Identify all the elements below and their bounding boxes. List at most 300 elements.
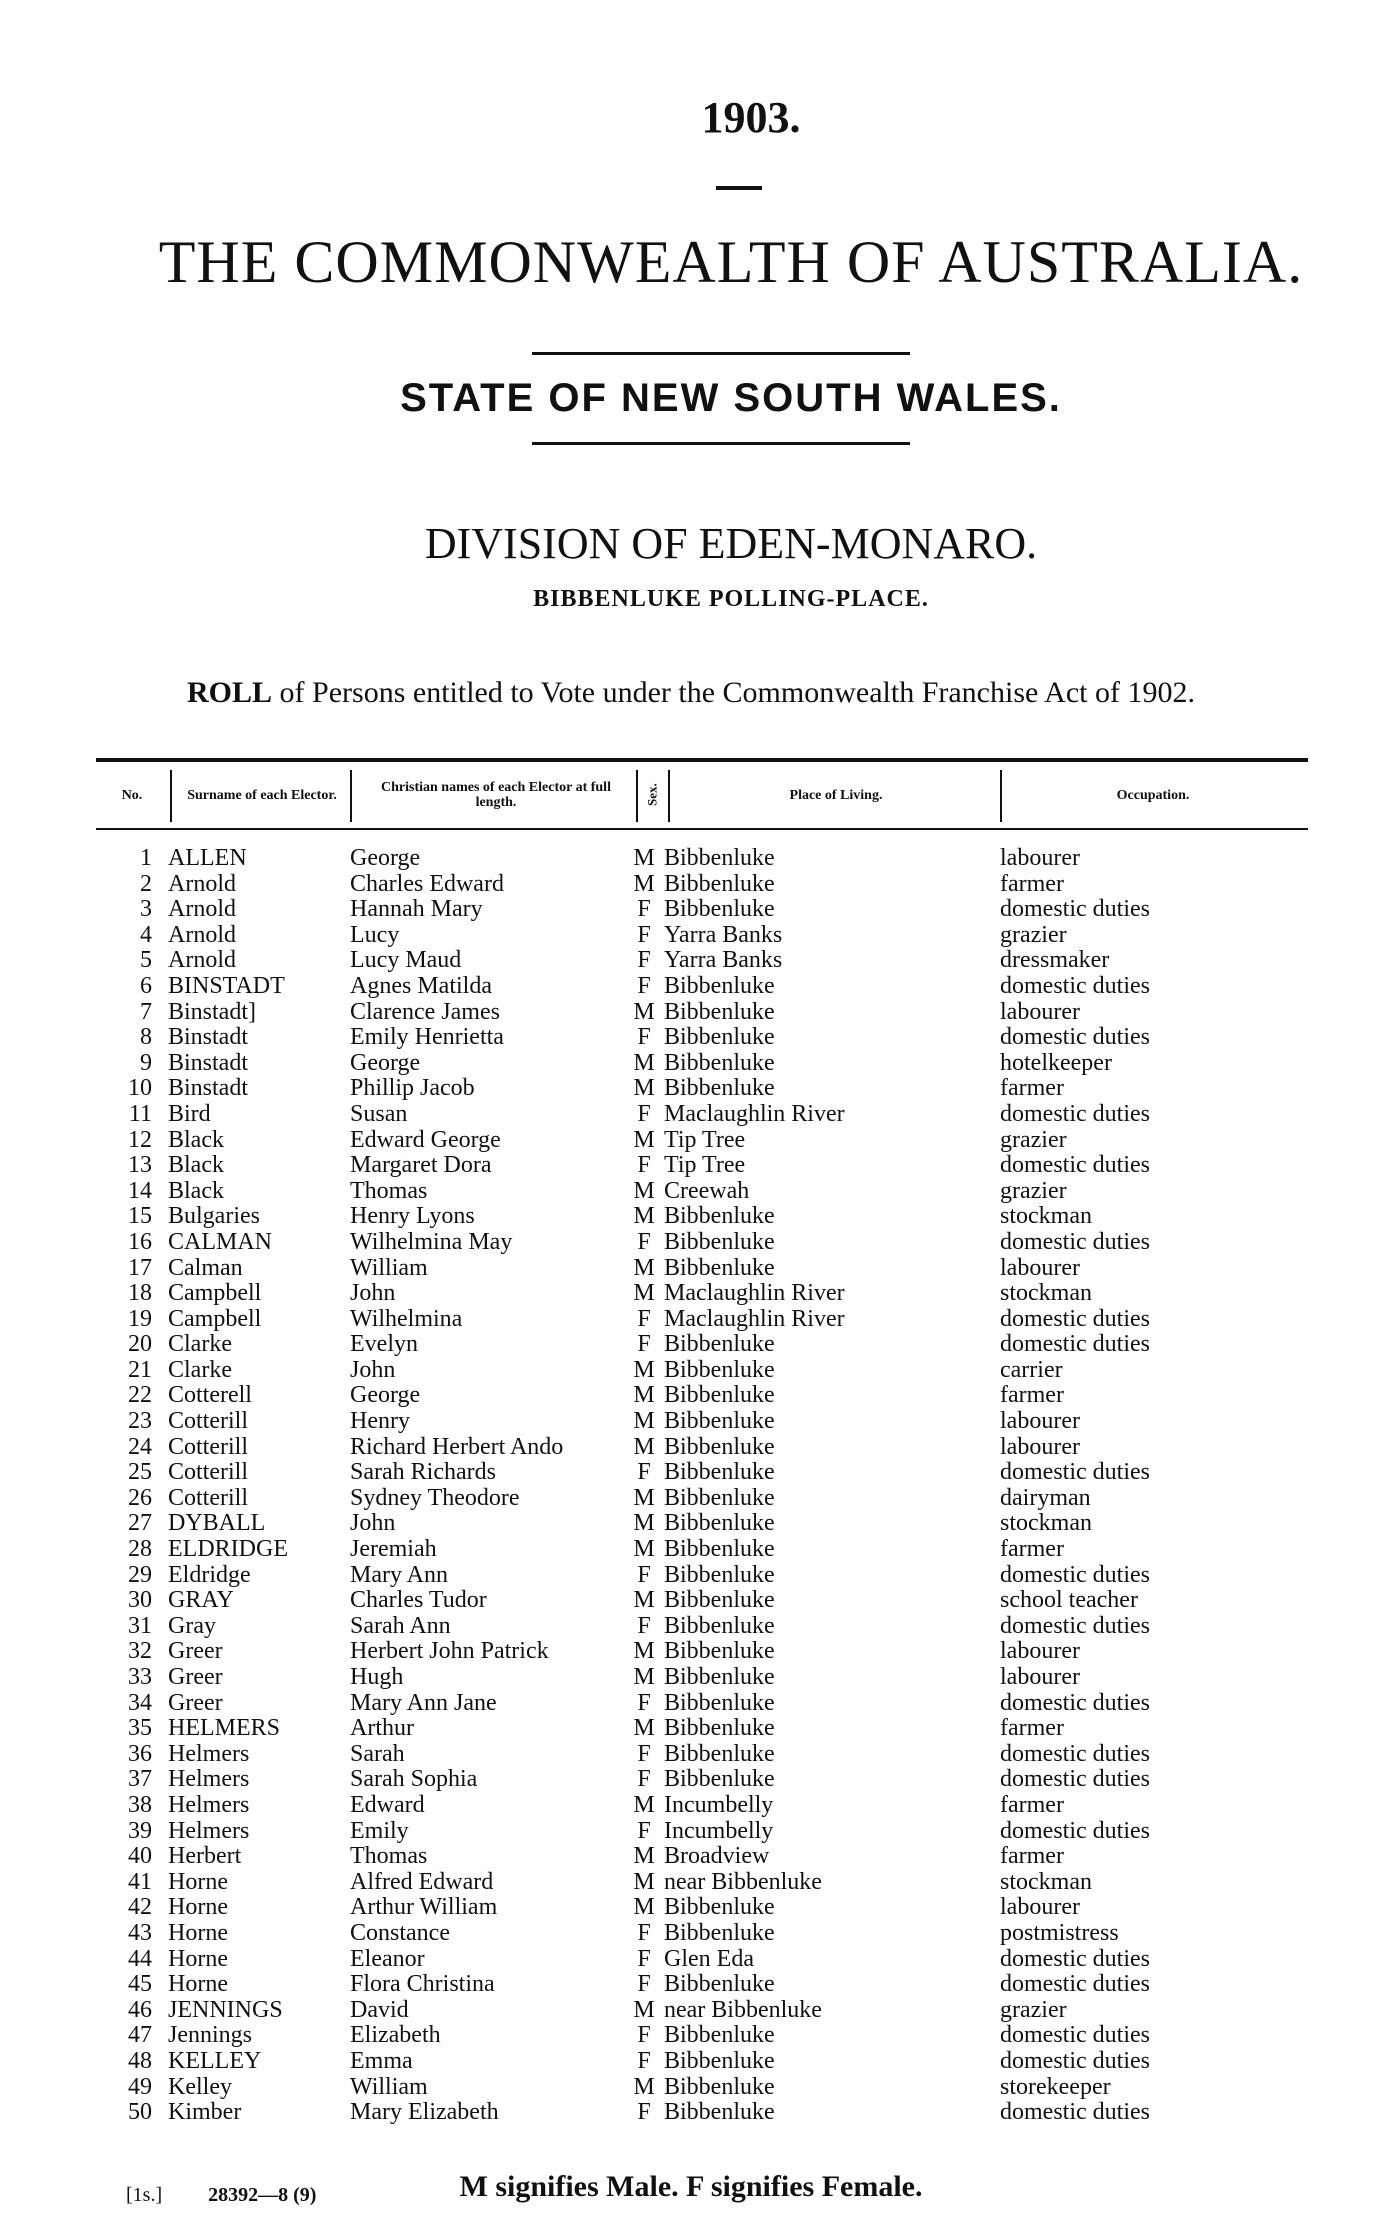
- surname: Helmers: [168, 1817, 250, 1844]
- surname: Bulgaries: [168, 1203, 260, 1230]
- occupation: farmer: [1000, 1536, 1064, 1563]
- elector-number: 31: [128, 1612, 152, 1639]
- sex: M: [633, 1049, 655, 1076]
- table-row: [0, 1793, 1382, 1819]
- header-occupation: Occupation.: [1116, 787, 1190, 803]
- christian-names: George: [350, 1049, 421, 1076]
- sex: F: [637, 1740, 651, 1767]
- sex: M: [633, 1868, 655, 1895]
- sex: M: [633, 1791, 655, 1818]
- elector-number: 10: [128, 1075, 152, 1102]
- occupation: stockman: [1000, 1868, 1092, 1895]
- table-row: [0, 1563, 1382, 1589]
- table-row: [0, 1614, 1382, 1640]
- elector-number: 33: [128, 1664, 152, 1690]
- table-row: [0, 1358, 1382, 1384]
- sex: M: [633, 1510, 655, 1537]
- printer-reference: [126, 2184, 316, 2207]
- elector-number: 39: [128, 1817, 152, 1844]
- place-of-living: Bibbenluke: [664, 1433, 775, 1460]
- surname: Herbert: [168, 1843, 242, 1870]
- table-row: [0, 1460, 1382, 1486]
- occupation: labourer: [1000, 1664, 1080, 1690]
- christian-names: William: [350, 1254, 428, 1281]
- christian-names: Edward: [350, 1791, 425, 1818]
- christian-names: Edward George: [350, 1126, 501, 1153]
- year-rule: [716, 186, 762, 190]
- table-row: [0, 1511, 1382, 1537]
- table-row: [0, 1256, 1382, 1282]
- surname: Kelley: [168, 2073, 232, 2100]
- christian-names: John: [350, 1356, 396, 1383]
- place-of-living: Yarra Banks: [664, 921, 783, 948]
- table-row: [0, 1895, 1382, 1921]
- occupation: domestic duties: [1000, 1152, 1150, 1179]
- surname: Arnold: [168, 947, 236, 974]
- christian-names: Constance: [350, 1919, 450, 1946]
- christian-names: Lucy Maud: [350, 947, 462, 974]
- surname: Binstadt]: [168, 998, 256, 1025]
- place-of-living: Bibbenluke: [664, 1228, 775, 1255]
- sex: M: [633, 1280, 655, 1307]
- christian-names: Mary Ann: [350, 1561, 448, 1588]
- christian-names: Margaret Dora: [350, 1152, 492, 1179]
- place-of-living: Maclaughlin River: [664, 1305, 845, 1332]
- sex: F: [637, 1971, 651, 1998]
- occupation: domestic duties: [1000, 1100, 1150, 1127]
- sex: M: [633, 1894, 655, 1921]
- surname: KELLEY: [168, 2047, 262, 2074]
- place-of-living: Tip Tree: [664, 1126, 746, 1153]
- surname: Black: [168, 1152, 224, 1179]
- table-row: [0, 1051, 1382, 1077]
- christian-names: Agnes Matilda: [350, 972, 492, 999]
- occupation: domestic duties: [1000, 1459, 1150, 1486]
- occupation: domestic duties: [1000, 972, 1150, 999]
- elector-number: 48: [128, 2047, 152, 2074]
- elector-number: 20: [128, 1331, 152, 1358]
- sex: M: [633, 1075, 655, 1102]
- christian-names: David: [350, 1996, 409, 2023]
- elector-number: 2: [140, 870, 152, 897]
- table-row: [0, 1691, 1382, 1717]
- occupation: grazier: [1000, 1126, 1067, 1153]
- elector-number: 25: [128, 1459, 152, 1486]
- place-of-living: Glen Eda: [664, 1945, 754, 1972]
- elector-number: 37: [128, 1766, 152, 1793]
- surname: Arnold: [168, 870, 236, 897]
- christian-names: Eleanor: [350, 1945, 425, 1972]
- table-row: [0, 1409, 1382, 1435]
- sex: F: [637, 1228, 651, 1255]
- table-row: [0, 1716, 1382, 1742]
- elector-number: 45: [128, 1971, 152, 1998]
- table-row: [0, 1537, 1382, 1563]
- table-row: [0, 1870, 1382, 1896]
- elector-number: 26: [128, 1484, 152, 1511]
- elector-number: 34: [128, 1689, 152, 1716]
- table-row: [0, 974, 1382, 1000]
- christian-names: Sarah Sophia: [350, 1766, 478, 1793]
- surname: Jennings: [168, 2022, 252, 2049]
- surname: Helmers: [168, 1791, 250, 1818]
- table-row: [0, 2100, 1382, 2126]
- christian-names: Charles Tudor: [350, 1587, 487, 1614]
- elector-number: 43: [128, 1919, 152, 1946]
- elector-number: 15: [128, 1203, 152, 1230]
- sex: F: [637, 1100, 651, 1127]
- place-of-living: Bibbenluke: [664, 1689, 775, 1716]
- elector-number: 35: [128, 1715, 152, 1742]
- christian-names: Sarah: [350, 1740, 405, 1767]
- place-of-living: Bibbenluke: [664, 870, 775, 897]
- christian-names: John: [350, 1510, 396, 1537]
- occupation: domestic duties: [1000, 2047, 1150, 2074]
- sex: M: [633, 1638, 655, 1665]
- table-row: [0, 2049, 1382, 2075]
- occupation: farmer: [1000, 1715, 1064, 1742]
- sex: F: [637, 947, 651, 974]
- surname: Horne: [168, 1919, 228, 1946]
- occupation: postmistress: [1000, 1919, 1119, 1946]
- occupation: dairyman: [1000, 1484, 1091, 1511]
- occupation: stockman: [1000, 1280, 1092, 1307]
- occupation: domestic duties: [1000, 1561, 1150, 1588]
- sex: F: [637, 1459, 651, 1486]
- elector-number: 7: [140, 998, 152, 1025]
- table-row: [0, 1102, 1382, 1128]
- table-row: [0, 1153, 1382, 1179]
- sex: F: [637, 921, 651, 948]
- surname: Horne: [168, 1971, 228, 1998]
- christian-names: Wilhelmina May: [350, 1228, 513, 1255]
- place-of-living: Bibbenluke: [664, 1766, 775, 1793]
- christian-names: Thomas: [350, 1177, 428, 1204]
- place-of-living: Bibbenluke: [664, 1382, 775, 1409]
- sex: F: [637, 896, 651, 923]
- elector-number: 49: [128, 2073, 152, 2100]
- christian-names: Elizabeth: [350, 2022, 441, 2049]
- occupation: farmer: [1000, 870, 1064, 897]
- christian-names: Hugh: [350, 1664, 404, 1690]
- sex: M: [633, 1382, 655, 1409]
- sex: F: [637, 1561, 651, 1588]
- place-of-living: Bibbenluke: [664, 1638, 775, 1665]
- sex: F: [637, 2099, 651, 2126]
- surname: Clarke: [168, 1331, 232, 1358]
- surname: Greer: [168, 1664, 223, 1690]
- place-of-living: Bibbenluke: [664, 1049, 775, 1076]
- surname: Horne: [168, 1894, 228, 1921]
- sex: F: [637, 1612, 651, 1639]
- occupation: domestic duties: [1000, 1817, 1150, 1844]
- surname: Helmers: [168, 1740, 250, 1767]
- place-of-living: near Bibbenluke: [664, 1868, 822, 1895]
- surname: DYBALL: [168, 1510, 266, 1537]
- surname: CALMAN: [168, 1228, 273, 1255]
- surname: Greer: [168, 1638, 223, 1665]
- place-of-living: near Bibbenluke: [664, 1996, 822, 2023]
- christian-names: Mary Elizabeth: [350, 2099, 499, 2126]
- elector-number: 32: [128, 1638, 152, 1665]
- table-row: [0, 1435, 1382, 1461]
- elector-number: 18: [128, 1280, 152, 1307]
- elector-number: 42: [128, 1894, 152, 1921]
- table-row: [0, 1588, 1382, 1614]
- occupation: grazier: [1000, 1996, 1067, 2023]
- sex: M: [633, 1843, 655, 1870]
- christian-names: Emily Henrietta: [350, 1024, 504, 1051]
- elector-number: 27: [128, 1510, 152, 1537]
- table-row: [0, 923, 1382, 949]
- place-of-living: Maclaughlin River: [664, 1100, 845, 1127]
- sex: M: [633, 1996, 655, 2023]
- occupation: domestic duties: [1000, 2022, 1150, 2049]
- surname: Helmers: [168, 1766, 250, 1793]
- sex: F: [637, 1024, 651, 1051]
- place-of-living: Bibbenluke: [664, 998, 775, 1025]
- christian-names: Phillip Jacob: [350, 1075, 475, 1102]
- sex: M: [633, 1715, 655, 1742]
- christian-names: Lucy: [350, 921, 400, 948]
- elector-number: 6: [140, 972, 152, 999]
- table-row: [0, 1947, 1382, 1973]
- elector-number: 36: [128, 1740, 152, 1767]
- place-of-living: Incumbelly: [664, 1791, 774, 1818]
- sex: F: [637, 1919, 651, 1946]
- sex: F: [637, 1689, 651, 1716]
- table-row: [0, 1128, 1382, 1154]
- place-of-living: Bibbenluke: [664, 2022, 775, 2049]
- place-of-living: Bibbenluke: [664, 1331, 775, 1358]
- surname: Arnold: [168, 921, 236, 948]
- sex: F: [637, 2022, 651, 2049]
- place-of-living: Bibbenluke: [664, 896, 775, 923]
- table-row: [0, 1921, 1382, 1947]
- table-row: [0, 872, 1382, 898]
- christian-names: Alfred Edward: [350, 1868, 494, 1895]
- table-row: [0, 1307, 1382, 1333]
- elector-number: 21: [128, 1356, 152, 1383]
- surname: Black: [168, 1126, 224, 1153]
- table-header: [96, 758, 1308, 830]
- table-row: [0, 1025, 1382, 1051]
- state-rule-top: [532, 352, 910, 355]
- occupation: farmer: [1000, 1075, 1064, 1102]
- occupation: domestic duties: [1000, 1689, 1150, 1716]
- place-of-living: Bibbenluke: [664, 1612, 775, 1639]
- header-divider: [350, 770, 352, 822]
- surname: Black: [168, 1177, 224, 1204]
- christian-names: Clarence James: [350, 998, 500, 1025]
- sex: M: [633, 845, 655, 871]
- christian-names: William: [350, 2073, 428, 2100]
- christian-names: Evelyn: [350, 1331, 418, 1358]
- christian-names: Thomas: [350, 1843, 428, 1870]
- occupation: domestic duties: [1000, 1331, 1150, 1358]
- surname: Arnold: [168, 896, 236, 923]
- surname: Cotterill: [168, 1433, 248, 1460]
- place-of-living: Bibbenluke: [664, 1075, 775, 1102]
- elector-number: 13: [128, 1152, 152, 1179]
- surname: BINSTADT: [168, 972, 285, 999]
- christian-names: Charles Edward: [350, 870, 504, 897]
- christian-names: Flora Christina: [350, 1971, 495, 1998]
- elector-number: 16: [128, 1228, 152, 1255]
- christian-names: Wilhelmina: [350, 1305, 463, 1332]
- sex: M: [633, 1587, 655, 1614]
- surname: Horne: [168, 1945, 228, 1972]
- christian-names: George: [350, 845, 421, 871]
- surname: Calman: [168, 1254, 243, 1281]
- elector-number: 19: [128, 1305, 152, 1332]
- header-surname: Surname of each Elector.: [187, 787, 337, 803]
- surname: Binstadt: [168, 1024, 249, 1051]
- place-of-living: Creewah: [664, 1177, 750, 1204]
- sex: M: [633, 870, 655, 897]
- table-row: [0, 1742, 1382, 1768]
- place-of-living: Bibbenluke: [664, 1971, 775, 1998]
- place-of-living: Bibbenluke: [664, 1459, 775, 1486]
- elector-number: 4: [140, 921, 152, 948]
- surname: Greer: [168, 1689, 223, 1716]
- place-of-living: Maclaughlin River: [664, 1280, 845, 1307]
- occupation: domestic duties: [1000, 1024, 1150, 1051]
- elector-number: 23: [128, 1408, 152, 1435]
- header-place-of-living: Place of Living.: [789, 787, 883, 803]
- occupation: domestic duties: [1000, 1740, 1150, 1767]
- table-row: [0, 2075, 1382, 2101]
- occupation: labourer: [1000, 998, 1080, 1025]
- place-of-living: Bibbenluke: [664, 1664, 775, 1690]
- year: 1903.: [701, 93, 801, 142]
- place-of-living: Broadview: [664, 1843, 770, 1870]
- occupation: carrier: [1000, 1356, 1063, 1383]
- sex: M: [633, 1408, 655, 1435]
- christian-names: Sarah Ann: [350, 1612, 451, 1639]
- sex: M: [633, 1433, 655, 1460]
- place-of-living: Bibbenluke: [664, 1484, 775, 1511]
- surname: Campbell: [168, 1280, 262, 1307]
- sex: M: [633, 1536, 655, 1563]
- place-of-living: Bibbenluke: [664, 2073, 775, 2100]
- christian-names: George: [350, 1382, 421, 1409]
- elector-number: 47: [128, 2022, 152, 2049]
- place-of-living: Bibbenluke: [664, 1715, 775, 1742]
- place-of-living: Yarra Banks: [664, 947, 783, 974]
- occupation: domestic duties: [1000, 1971, 1150, 1998]
- place-of-living: Bibbenluke: [664, 1536, 775, 1563]
- header-sex: Sex.: [644, 783, 660, 807]
- elector-number: 29: [128, 1561, 152, 1588]
- surname: Cotterill: [168, 1459, 248, 1486]
- surname: Binstadt: [168, 1075, 249, 1102]
- occupation: dressmaker: [1000, 947, 1110, 974]
- elector-number: 11: [128, 1100, 152, 1127]
- surname: ALLEN: [168, 845, 247, 871]
- header-divider: [1000, 770, 1002, 822]
- sex: F: [637, 1331, 651, 1358]
- occupation: labourer: [1000, 1433, 1080, 1460]
- sex: M: [633, 2073, 655, 2100]
- christian-names: Susan: [350, 1100, 408, 1127]
- sex: F: [637, 972, 651, 999]
- table-row: [0, 1819, 1382, 1845]
- state-rule-bottom: [532, 442, 910, 445]
- christian-names: Jeremiah: [350, 1536, 437, 1563]
- sex: F: [637, 1945, 651, 1972]
- elector-number: 41: [128, 1868, 152, 1895]
- elector-number: 30: [128, 1587, 152, 1614]
- occupation: stockman: [1000, 1203, 1092, 1230]
- occupation: labourer: [1000, 1894, 1080, 1921]
- sex: M: [633, 1203, 655, 1230]
- place-of-living: Bibbenluke: [664, 1740, 775, 1767]
- elector-number: 9: [140, 1049, 152, 1076]
- place-of-living: Bibbenluke: [664, 1919, 775, 1946]
- header-divider: [636, 770, 638, 822]
- christian-names: John: [350, 1280, 396, 1307]
- christian-names: Arthur William: [350, 1894, 498, 1921]
- occupation: hotelkeeper: [1000, 1049, 1112, 1076]
- surname: Gray: [168, 1612, 216, 1639]
- elector-number: 17: [128, 1254, 152, 1281]
- header-divider: [170, 770, 172, 822]
- christian-names: Henry Lyons: [350, 1203, 475, 1230]
- sex: F: [637, 1766, 651, 1793]
- occupation: domestic duties: [1000, 2099, 1150, 2126]
- sex: F: [637, 1817, 651, 1844]
- elector-number: 14: [128, 1177, 152, 1204]
- surname: Cotterill: [168, 1408, 248, 1435]
- table-row: [0, 1383, 1382, 1409]
- sex: M: [633, 1177, 655, 1204]
- elector-number: 1: [140, 845, 152, 871]
- table-row: [0, 1281, 1382, 1307]
- surname: Clarke: [168, 1356, 232, 1383]
- elector-number: 22: [128, 1382, 152, 1409]
- place-of-living: Incumbelly: [664, 1817, 774, 1844]
- occupation: domestic duties: [1000, 896, 1150, 923]
- elector-number: 40: [128, 1843, 152, 1870]
- christian-names: Sydney Theodore: [350, 1484, 520, 1511]
- table-row: [0, 1844, 1382, 1870]
- print-mark: [1s.]: [126, 2184, 163, 2206]
- surname: ELDRIDGE: [168, 1536, 288, 1563]
- sex: M: [633, 1664, 655, 1690]
- place-of-living: Bibbenluke: [664, 972, 775, 999]
- table-row: [0, 1230, 1382, 1256]
- elector-number: 50: [128, 2099, 152, 2126]
- place-of-living: Bibbenluke: [664, 1561, 775, 1588]
- occupation: domestic duties: [1000, 1612, 1150, 1639]
- table-row: [0, 1076, 1382, 1102]
- occupation: storekeeper: [1000, 2073, 1111, 2100]
- header-divider: [668, 770, 670, 822]
- elector-number: 46: [128, 1996, 152, 2023]
- elector-number: 24: [128, 1433, 152, 1460]
- sex: F: [637, 2047, 651, 2074]
- surname: Cotterell: [168, 1382, 252, 1409]
- surname: Binstadt: [168, 1049, 249, 1076]
- table-row: [0, 948, 1382, 974]
- print-code: 28392—8 (9): [208, 2184, 317, 2206]
- occupation: labourer: [1000, 845, 1080, 871]
- surname: Horne: [168, 1868, 228, 1895]
- sex: M: [633, 1254, 655, 1281]
- place-of-living: Bibbenluke: [664, 1587, 775, 1614]
- place-of-living: Bibbenluke: [664, 1510, 775, 1537]
